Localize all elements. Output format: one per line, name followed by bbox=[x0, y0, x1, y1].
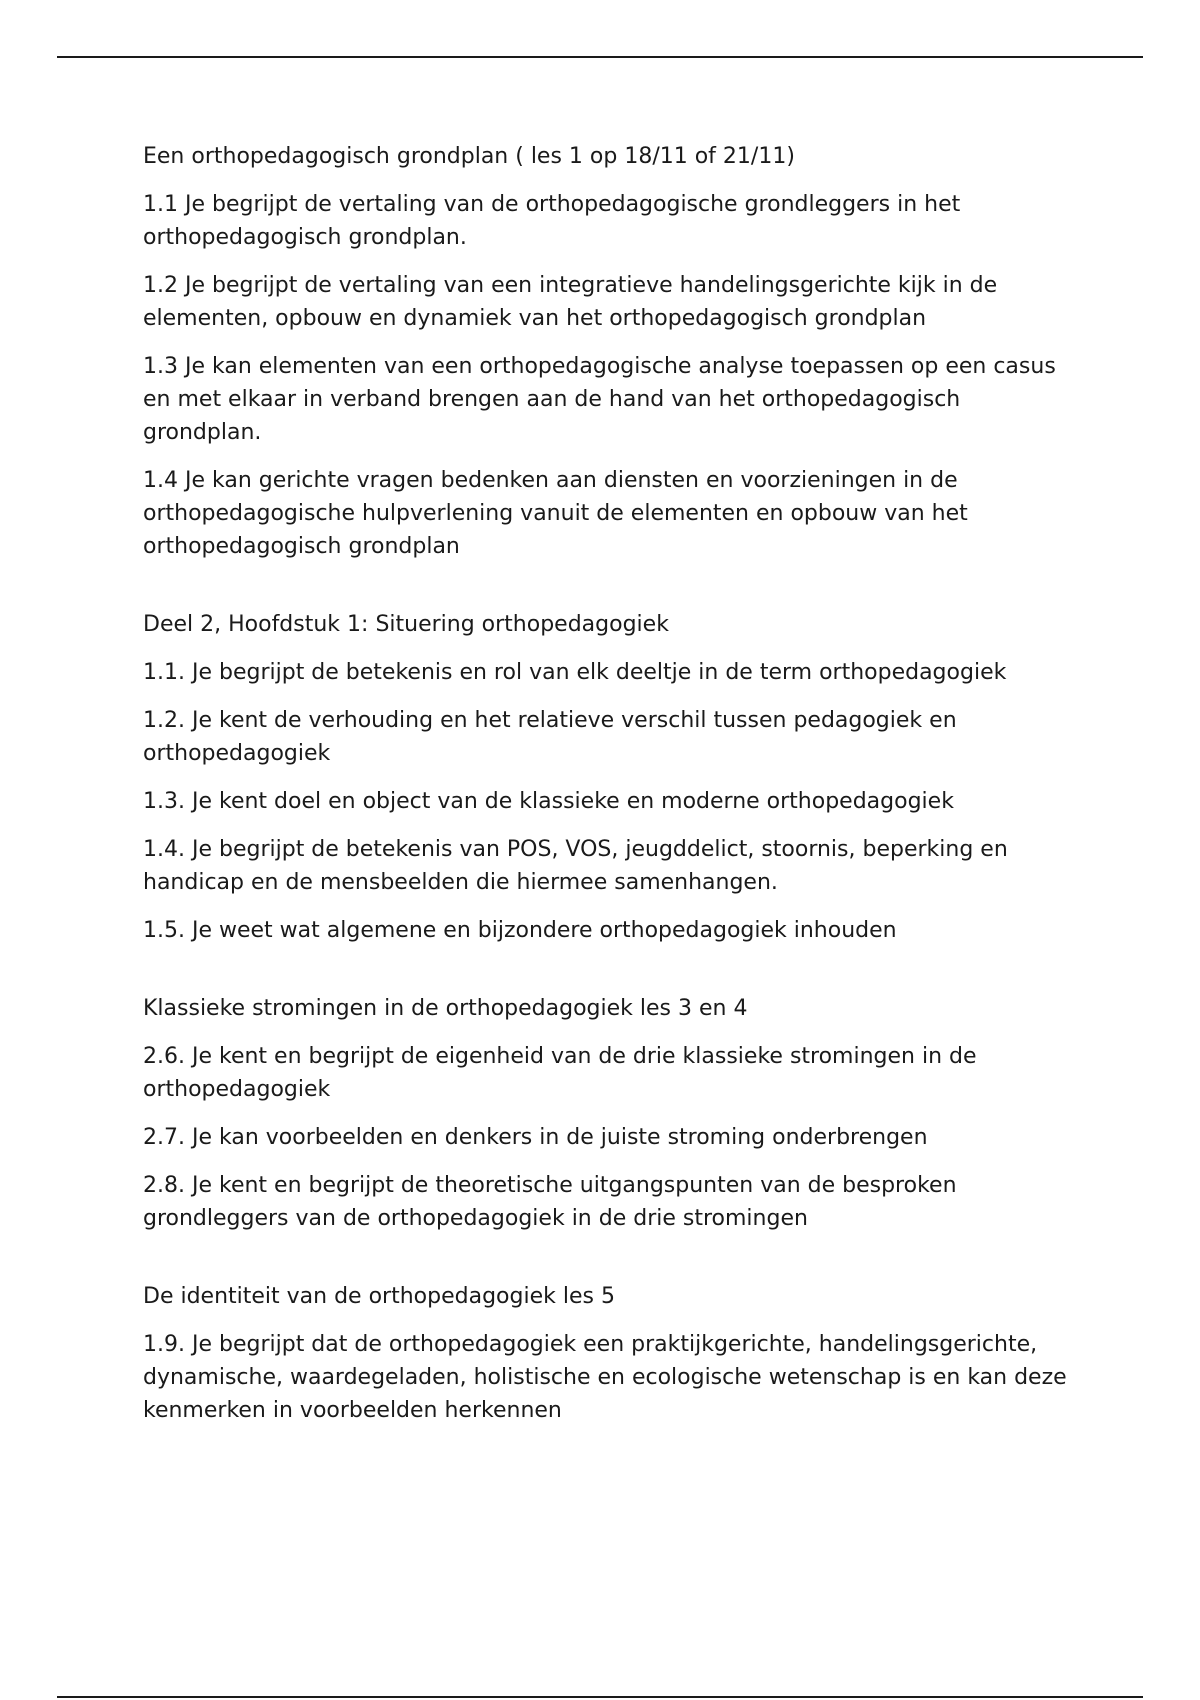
learning-objective: 1.4 Je kan gerichte vragen bedenken aan diensten en voorzieningen in de orthopedagogische hulpverlening vanuit de elementen en opbouw van het orthopedagogisch grondplan bbox=[143, 468, 968, 559]
section-orthopedagogisch-grondplan bbox=[143, 140, 1073, 563]
section-heading: Deel 2, Hoofdstuk 1: Situering orthopedagogiek bbox=[143, 612, 669, 637]
learning-objective: 1.5. Je weet wat algemene en bijzondere orthopedagogiek inhouden bbox=[143, 918, 897, 943]
learning-objective: 2.6. Je kent en begrijpt de eigenheid van de drie klassieke stromingen in de orthopedagogiek bbox=[143, 1044, 977, 1102]
learning-objective: 1.1 Je begrijpt de vertaling van de orthopedagogische grondleggers in het orthopedagogisch grondplan. bbox=[143, 192, 961, 250]
section-heading: Klassieke stromingen in de orthopedagogiek les 3 en 4 bbox=[143, 996, 748, 1021]
learning-objective: 1.9. Je begrijpt dat de orthopedagogiek een praktijkgerichte, handelingsgerichte, dynamische, waardegeladen, holistische en ecologische wetenschap is en kan deze kenmerken in voorbeelden herkennen bbox=[143, 1332, 1067, 1423]
learning-objective: 1.3 Je kan elementen van een orthopedagogische analyse toepassen op een casus en met elkaar in verband brengen aan de hand van het orthopedagogisch grondplan. bbox=[143, 354, 1056, 445]
learning-objective: 1.4. Je begrijpt de betekenis van POS, VOS, jeugddelict, stoornis, beperking en handicap en de mensbeelden die hiermee samenhangen. bbox=[143, 837, 1008, 895]
top-horizontal-rule bbox=[57, 56, 1143, 58]
section-identiteit-orthopedagogiek bbox=[143, 1280, 1073, 1427]
section-heading: De identiteit van de orthopedagogiek les 5 bbox=[143, 1284, 615, 1309]
section-heading: Een orthopedagogisch grondplan ( les 1 op 18/11 of 21/11) bbox=[143, 144, 795, 169]
section-klassieke-stromingen bbox=[143, 992, 1073, 1235]
learning-objective: 2.8. Je kent en begrijpt de theoretische uitgangspunten van de besproken grondleggers van de orthopedagogiek in de drie stromingen bbox=[143, 1173, 957, 1231]
learning-objective: 1.3. Je kent doel en object van de klassieke en moderne orthopedagogiek bbox=[143, 789, 954, 814]
section-situering-orthopedagogiek bbox=[143, 608, 1073, 947]
document-body bbox=[143, 140, 1073, 1427]
learning-objective: 1.2 Je begrijpt de vertaling van een integratieve handelingsgerichte kijk in de elementen, opbouw en dynamiek van het orthopedagogisch grondplan bbox=[143, 273, 998, 331]
learning-objective: 1.1. Je begrijpt de betekenis en rol van elk deeltje in de term orthopedagogiek bbox=[143, 660, 1007, 685]
bottom-horizontal-rule bbox=[57, 1696, 1143, 1698]
learning-objective: 1.2. Je kent de verhouding en het relatieve verschil tussen pedagogiek en orthopedagogiek bbox=[143, 708, 957, 766]
learning-objective: 2.7. Je kan voorbeelden en denkers in de juiste stroming onderbrengen bbox=[143, 1125, 928, 1150]
